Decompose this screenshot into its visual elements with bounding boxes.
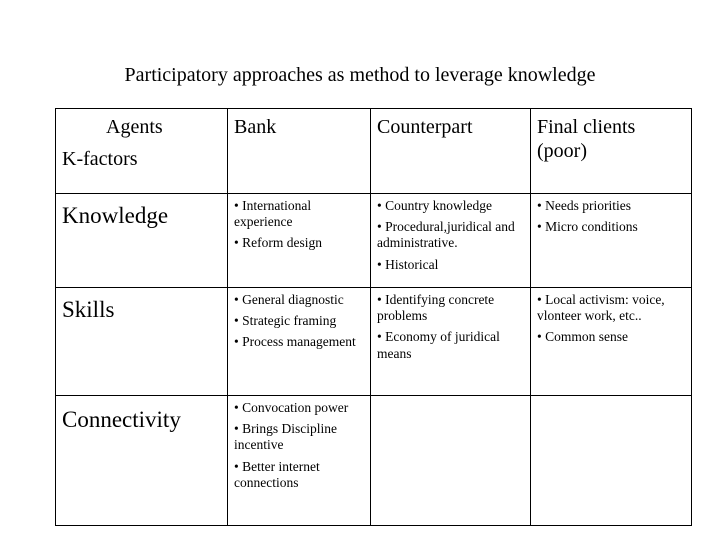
cell-connectivity-final-clients — [531, 396, 692, 526]
table-row-connectivity — [56, 396, 692, 526]
cell-skills-bank — [228, 288, 371, 396]
list-item: • Convocation power — [234, 400, 349, 415]
table-row-skills — [56, 288, 692, 396]
header-counterpart: Counterpart — [371, 109, 531, 194]
list-item: • Reform design — [234, 235, 322, 251]
header-final-clients: Final clients (poor) — [531, 109, 692, 194]
list-item: • International experience — [234, 198, 312, 230]
list-item: • General diagnostic — [234, 292, 344, 307]
header-row — [56, 109, 692, 194]
agents-label: Agents — [106, 116, 163, 138]
list-item: • Country knowledge — [377, 198, 492, 213]
k-factors-label: K-factors — [62, 148, 138, 170]
list-item: • Local activism: voice, vlonteer work, etc.. — [537, 292, 665, 324]
row-label-skills: Skills — [56, 288, 228, 396]
list-item: • Historical — [377, 256, 439, 272]
list-item: • Better internet connections — [234, 458, 320, 490]
list-item: • Process management — [234, 334, 356, 350]
cell-skills-counterpart — [371, 288, 531, 396]
slide-title: Participatory approaches as method to leverage knowledge — [124, 64, 596, 86]
table-row-knowledge — [56, 194, 692, 288]
row-label-connectivity: Connectivity — [56, 396, 228, 526]
list-item: • Procedural,juridical and administrative. — [377, 219, 515, 251]
header-bank: Bank — [228, 109, 371, 194]
list-item: • Micro conditions — [537, 219, 638, 235]
list-item: • Brings Discipline incentive — [234, 421, 337, 453]
cell-connectivity-bank — [228, 396, 371, 526]
list-item: • Identifying concrete problems — [377, 292, 495, 324]
k-factors-table — [55, 108, 692, 526]
cell-knowledge-counterpart — [371, 194, 531, 288]
list-item: • Economy of juridical means — [377, 329, 500, 361]
cell-connectivity-counterpart — [371, 396, 531, 526]
cell-skills-final-clients — [531, 288, 692, 396]
list-item: • Needs priorities — [537, 198, 631, 213]
list-item: • Common sense — [537, 329, 628, 345]
row-label-knowledge: Knowledge — [56, 194, 228, 288]
list-item: • Strategic framing — [234, 313, 337, 329]
cell-knowledge-final-clients — [531, 194, 692, 288]
corner-cell — [56, 109, 228, 194]
cell-knowledge-bank — [228, 194, 371, 288]
